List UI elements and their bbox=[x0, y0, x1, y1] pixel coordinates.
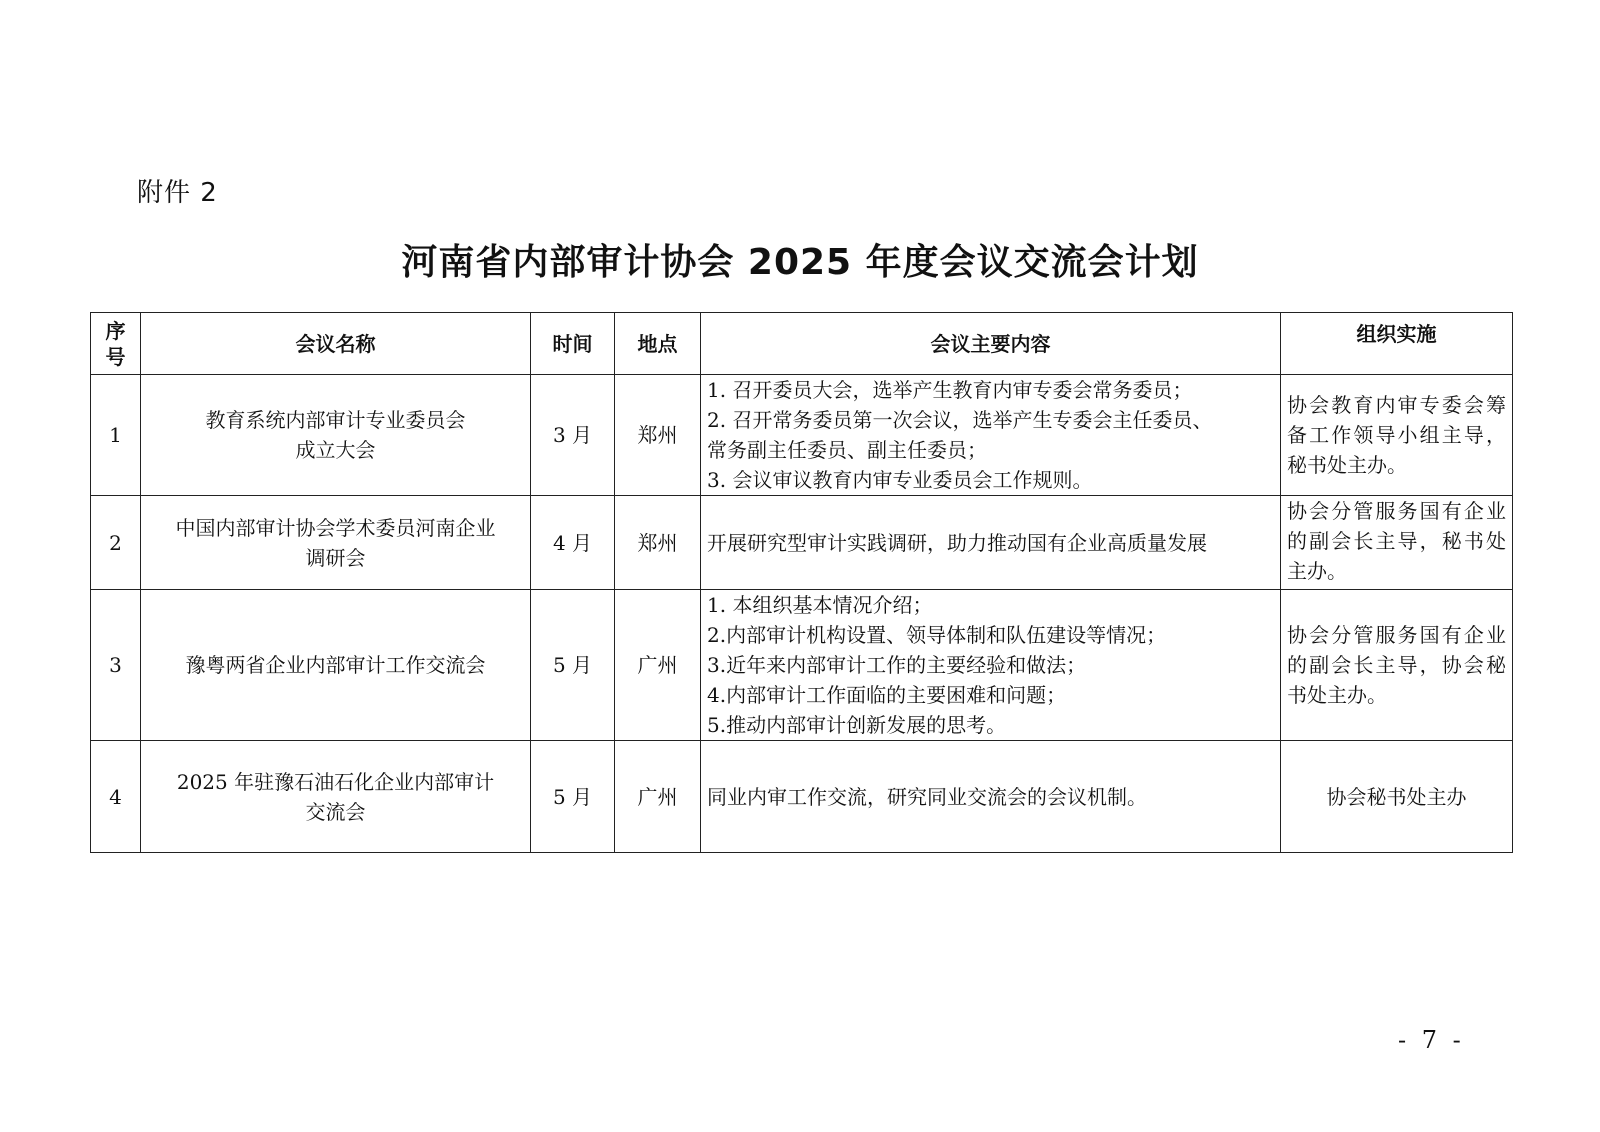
table-row bbox=[91, 375, 1513, 496]
header-no bbox=[91, 313, 141, 375]
row-place: 郑州 bbox=[615, 496, 701, 590]
content-line: 同业内审工作交流，研究同业交流会的会议机制。 bbox=[707, 784, 1147, 809]
header-content: 会议主要内容 bbox=[701, 313, 1281, 375]
content-line: 2.内部审计机构设置、领导体制和队伍建设等情况； bbox=[707, 623, 1167, 647]
row-no: 2 bbox=[91, 496, 141, 590]
row-name bbox=[141, 375, 531, 496]
row-name-line: 成立大会 bbox=[295, 438, 376, 462]
content-line: 常务副主任委员、副主任委员； bbox=[707, 438, 987, 462]
attachment-label: 附件 2 bbox=[137, 178, 218, 208]
content-line: 2. 召开常务委员第一次会议，选举产生专委会主任委员、 bbox=[707, 408, 1213, 432]
row-content bbox=[701, 375, 1281, 496]
content-line: 1. 召开委员大会，选举产生教育内审专委会常务委员； bbox=[707, 378, 1193, 402]
row-name bbox=[141, 741, 531, 853]
content-line: 3. 会议审议教育内审专业委员会工作规则。 bbox=[707, 468, 1093, 492]
row-name-line: 豫粤两省企业内部审计工作交流会 bbox=[185, 653, 486, 677]
header-no-line1: 序 bbox=[105, 318, 126, 343]
header-time: 时间 bbox=[531, 313, 615, 375]
table-header-row bbox=[91, 313, 1513, 375]
table-row bbox=[91, 590, 1513, 741]
header-name: 会议名称 bbox=[141, 313, 531, 375]
row-name-line: 中国内部审计协会学术委员河南企业 bbox=[175, 515, 496, 540]
row-name bbox=[141, 496, 531, 590]
row-org: 协会教育内审专委会筹备工作领导小组主导，秘书处主办。 bbox=[1281, 375, 1513, 496]
header-org: 组织实施 bbox=[1281, 313, 1513, 375]
row-place: 广州 bbox=[615, 741, 701, 853]
row-name-line: 交流会 bbox=[305, 799, 366, 824]
row-name-line: 2025 年驻豫石油石化企业内部审计 bbox=[176, 769, 495, 794]
row-place: 郑州 bbox=[615, 375, 701, 496]
row-content bbox=[701, 496, 1281, 590]
content-line: 4.内部审计工作面临的主要困难和问题； bbox=[707, 683, 1067, 707]
content-line: 开展研究型审计实践调研，助力推动国有企业高质量发展 bbox=[707, 530, 1207, 555]
content-line: 5.推动内部审计创新发展的思考。 bbox=[707, 713, 1007, 737]
row-time: 3 月 bbox=[531, 375, 615, 496]
content-line: 1. 本组织基本情况介绍； bbox=[707, 593, 933, 617]
meeting-plan-table bbox=[90, 312, 1513, 853]
row-no: 3 bbox=[91, 590, 141, 741]
row-content bbox=[701, 590, 1281, 741]
header-no-line2: 号 bbox=[105, 344, 126, 369]
header-place: 地点 bbox=[615, 313, 701, 375]
row-name bbox=[141, 590, 531, 741]
row-place: 广州 bbox=[615, 590, 701, 741]
document-title: 河南省内部审计协会 2025 年度会议交流会计划 bbox=[401, 242, 1199, 283]
page-number: - 7 - bbox=[1398, 1026, 1465, 1054]
row-time: 4 月 bbox=[531, 496, 615, 590]
row-name-line: 教育系统内部审计专业委员会 bbox=[205, 408, 466, 432]
row-org: 协会分管服务国有企业的副会长主导，秘书处主办。 bbox=[1281, 496, 1513, 590]
row-no: 1 bbox=[91, 375, 141, 496]
row-time: 5 月 bbox=[531, 741, 615, 853]
row-name-line: 调研会 bbox=[305, 545, 366, 570]
row-content bbox=[701, 741, 1281, 853]
content-line: 3.近年来内部审计工作的主要经验和做法； bbox=[707, 653, 1087, 677]
table-row bbox=[91, 496, 1513, 590]
row-time: 5 月 bbox=[531, 590, 615, 741]
row-no: 4 bbox=[91, 741, 141, 853]
table-row bbox=[91, 741, 1513, 853]
row-org: 协会秘书处主办 bbox=[1281, 741, 1513, 853]
row-org: 协会分管服务国有企业的副会长主导，协会秘书处主办。 bbox=[1281, 590, 1513, 741]
